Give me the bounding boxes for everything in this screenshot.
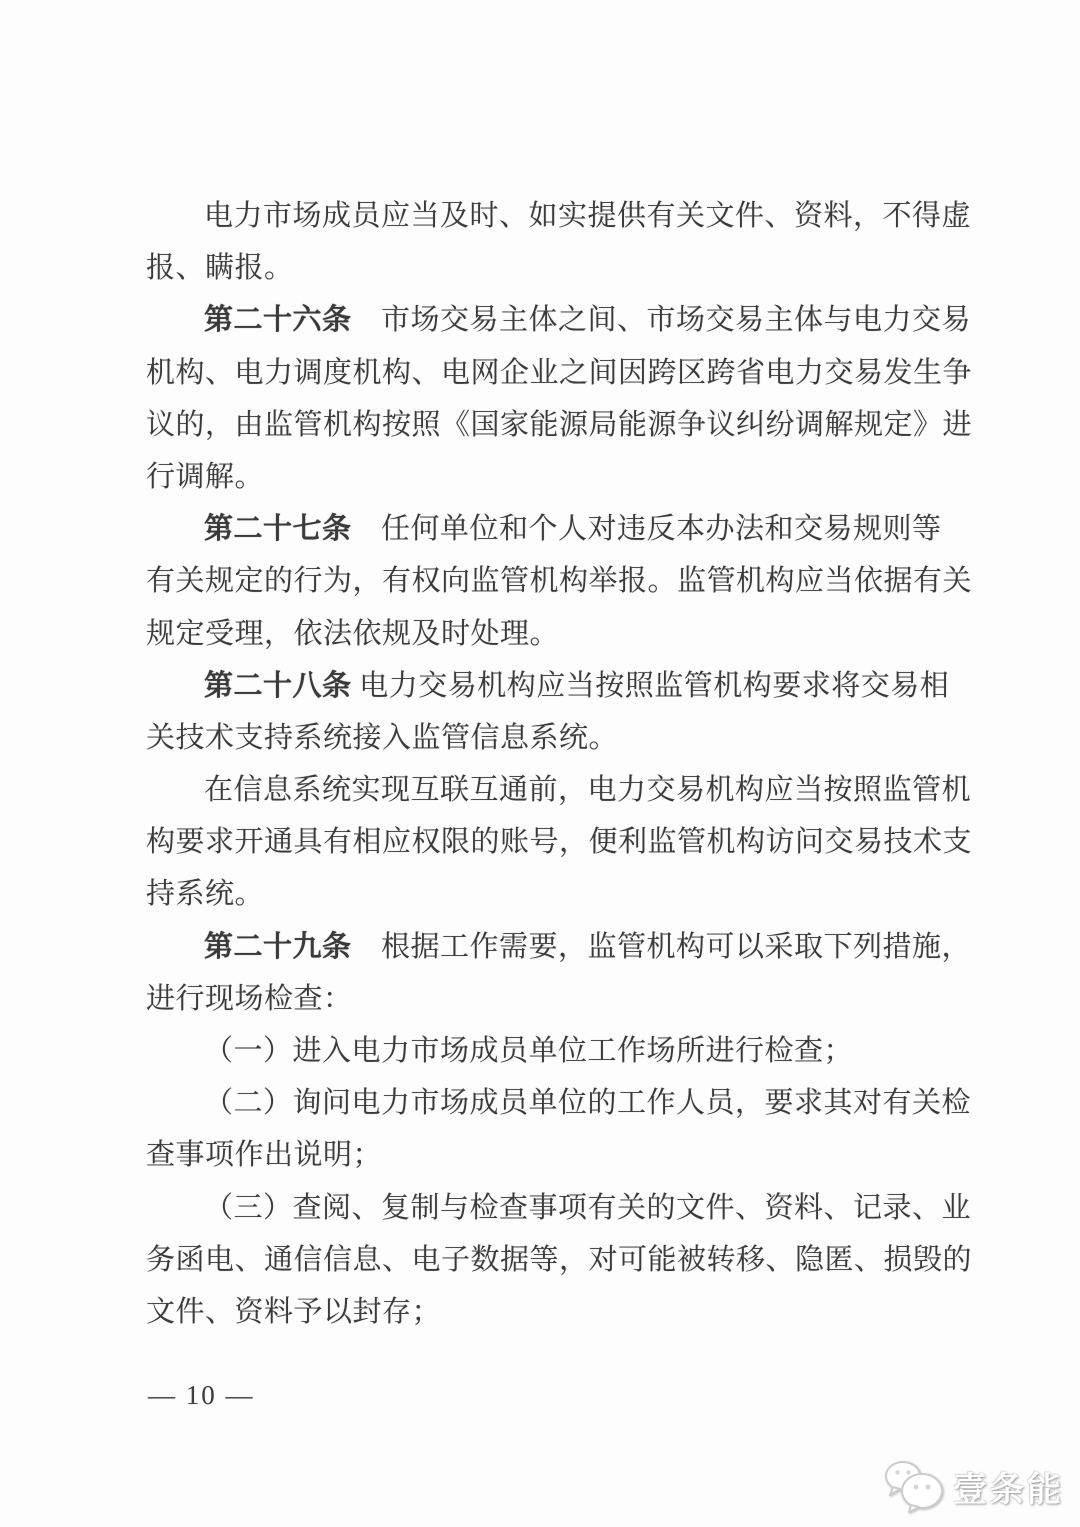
text-segment: （一）进入电力市场成员单位工作场所进行检查； — [204, 1035, 854, 1067]
text-line — [146, 1129, 961, 1181]
text-line — [146, 1286, 961, 1338]
article-number: 第二十七条 — [204, 513, 352, 546]
text-segment: 市场交易主体之间、市场交易主体与电力交易 — [351, 304, 972, 337]
text-line — [146, 294, 972, 346]
text-segment: 文件、资料予以封存； — [146, 1295, 442, 1328]
text-segment: 在信息系统实现互联互通前，电力交易机构应当按照监管机 — [204, 774, 972, 807]
text-segment: 议的，由监管机构按照《国家能源局能源争议纠纷调解规定》进 — [146, 408, 973, 441]
article-number: 第二十八条 — [204, 669, 352, 702]
text-segment: （三）查阅、复制与检查事项有关的文件、资料、记录、业 — [204, 1191, 972, 1224]
text-line — [146, 242, 961, 294]
page-number: — 10 — — [148, 1380, 255, 1410]
text-line — [146, 921, 972, 973]
text-segment: 务函电、通信信息、电子数据等，对可能被转移、隐匿、损毁的 — [146, 1243, 973, 1276]
text-line — [146, 1025, 961, 1077]
text-segment: 关技术支持系统接入监管信息系统。 — [146, 721, 619, 754]
text-segment: 查事项作出说明； — [146, 1139, 383, 1172]
text-segment: 持系统。 — [146, 878, 265, 911]
text-segment: 电力交易机构应当按照监管机构要求将交易相 — [351, 669, 950, 702]
text-line — [146, 1077, 972, 1129]
text-segment: 有关规定的行为，有权向监管机构举报。监管机构应当依据有关 — [146, 565, 973, 598]
text-line — [146, 399, 973, 451]
text-segment: 行调解。 — [146, 460, 265, 493]
text-segment: 规定受理，依法依规及时处理。 — [146, 617, 560, 650]
text-segment: 根据工作需要，监管机构可以采取下列措施， — [351, 930, 972, 963]
text-segment: （二）询问电力市场成员单位的工作人员，要求其对有关检 — [204, 1087, 972, 1120]
text-segment: 电力市场成员应当及时、如实提供有关文件、资料，不得虚 — [204, 200, 972, 232]
text-line — [146, 555, 973, 607]
text-segment: 构要求开通具有相应权限的账号，便利监管机构访问交易技术支 — [146, 826, 973, 859]
text-segment: 进行现场检查： — [146, 982, 353, 1015]
watermark — [883, 1459, 1064, 1513]
text-line — [146, 608, 961, 660]
text-line — [146, 503, 961, 555]
page-number-footer — [148, 1380, 255, 1411]
document-body — [146, 190, 973, 1338]
text-line — [146, 660, 961, 712]
text-line — [146, 764, 972, 816]
watermark-brand-text: 壹条能 — [953, 1470, 1064, 1509]
text-line — [146, 973, 961, 1025]
wechat-icon — [883, 1459, 945, 1513]
article-number: 第二十九条 — [204, 930, 352, 963]
article-number: 第二十六条 — [204, 304, 352, 337]
text-segment: 机构、电力调度机构、电网企业之间因跨区跨省电力交易发生争 — [146, 356, 973, 389]
text-segment: 报、瞒报。 — [146, 252, 294, 285]
text-line — [146, 1182, 972, 1234]
text-segment: 任何单位和个人对违反本办法和交易规则等 — [351, 513, 942, 546]
text-line — [146, 712, 961, 764]
text-line — [146, 451, 961, 503]
text-line — [146, 190, 972, 242]
text-line — [146, 1234, 973, 1286]
text-line — [146, 347, 973, 399]
text-line — [146, 816, 973, 868]
text-line — [146, 868, 961, 920]
